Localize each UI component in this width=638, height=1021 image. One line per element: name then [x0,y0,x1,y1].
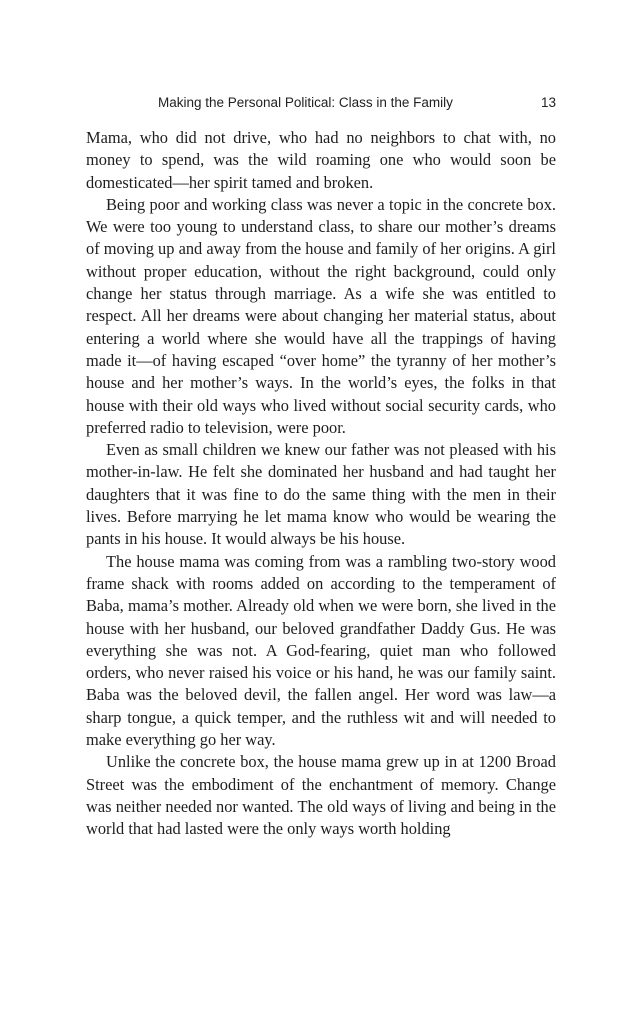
paragraph-3: Even as small children we knew our father was not pleased with his mother-in-law. He felt she dominated her husband and had taught her daughters that it was fine to do the same thing with the men in their lives. Before marrying he let mama know who would be wearing the pants in his house. It would always be his house. [86,440,556,549]
running-head [86,95,556,117]
paragraph-1: Mama, who did not drive, who had no neighbors to chat with, no money to spend, was the wild roaming one who would soon be domesticated—her spirit tamed and broken. [86,128,556,192]
running-head-title: Making the Personal Political: Class in the Family [158,95,453,110]
body-text [86,127,556,841]
paragraph-4: The house mama was coming from was a rambling two-story wood frame shack with rooms added on according to the temperament of Baba, mama’s mother. Already old when we were born, she lived in the house with her husband, our beloved grandfather Daddy Gus. He was everything she was not. A God-fearing, quiet man who followed orders, who never raised his voice or his hand, he was our family saint. Baba was the beloved devil, the fallen angel. Her word was law—a sharp tongue, a quick temper, and the ruthless wit and will needed to make everything go her way. [86,551,556,750]
page-number: 13 [540,95,556,110]
paragraph-5: Unlike the concrete box, the house mama grew up in at 1200 Broad Street was the embodiment of the enchantment of memory. Change was neither needed nor wanted. The old ways of living and being in the world that had lasted were the only ways worth holding [86,752,556,839]
paragraph-2: Being poor and working class was never a topic in the concrete box. We were too young to understand class, to share our mother’s dreams of moving up and away from the house and family of her origins. A girl without proper education, without the right background, could only change her status through marriage. As a wife she was entitled to respect. All her dreams were about changing her material status, about entering a world where she would have all the trappings of having made it—of having escaped “over home” the tyranny of her mother’s house and her mother’s ways. In the world’s eyes, the folks in that house with their old ways who lived without social security cards, who preferred radio to television, were poor. [86,194,556,437]
